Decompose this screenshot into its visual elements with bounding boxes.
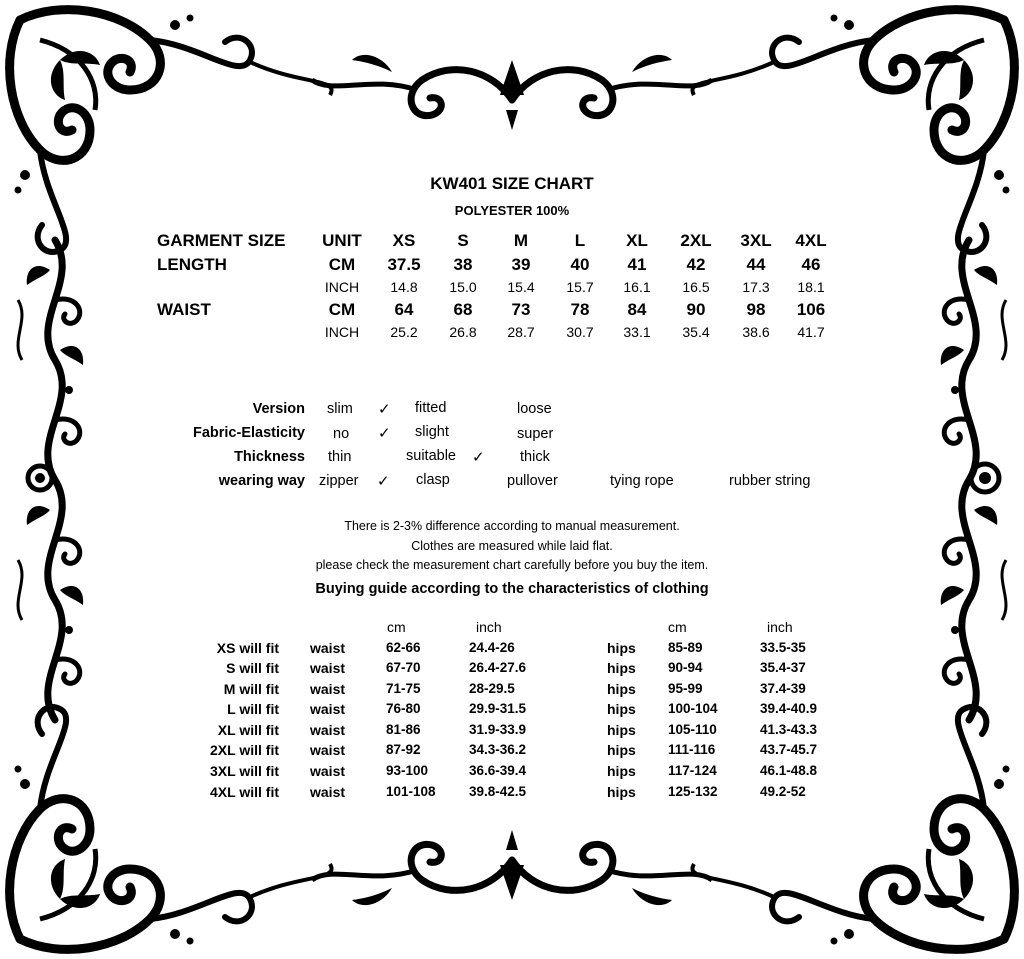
- length-cm: 46: [801, 255, 821, 274]
- guide-hips-inch: 43.7-45.7: [760, 742, 818, 757]
- length-cm: 38: [453, 255, 473, 274]
- guide-hips-inch: 39.4-40.9: [760, 701, 818, 716]
- guide-waist-cm: 93-100: [386, 763, 429, 778]
- length-inch: 18.1: [797, 279, 825, 295]
- length-cm: 42: [686, 255, 706, 274]
- guide-waist-cm: 76-80: [386, 701, 421, 716]
- note-check-chart: please check the measurement chart carefully before you buy the item.: [315, 558, 709, 572]
- guide-hips-cm: 111-116: [668, 742, 716, 757]
- row-label-waist: WAIST: [157, 300, 211, 319]
- unit-inch: INCH: [324, 324, 360, 340]
- length-inch: 16.1: [623, 279, 651, 295]
- guide-part: hips: [607, 681, 636, 697]
- waist-inch: 41.7: [797, 324, 825, 340]
- check-mark: ✓: [377, 473, 390, 490]
- chart-title: KW401 SIZE CHART: [430, 174, 594, 193]
- waist-inch: 25.2: [390, 324, 418, 340]
- guide-size: XS will fit: [216, 640, 279, 656]
- guide-waist-inch: 24.4-26: [469, 640, 515, 655]
- guide-hips-inch: 37.4-39: [760, 681, 806, 696]
- size-header: XS: [392, 231, 416, 250]
- attr-option: no: [333, 426, 350, 442]
- waist-cm: 78: [570, 300, 590, 319]
- attr-option: suitable: [406, 448, 456, 464]
- check-mark: ✓: [472, 449, 485, 466]
- waist-inch: 35.4: [682, 324, 710, 340]
- waist-inch: 33.1: [623, 324, 651, 340]
- unit-cm: CM: [328, 255, 356, 274]
- size-header: 3XL: [740, 231, 772, 250]
- size-header: S: [457, 231, 469, 250]
- guide-waist-inch: 29.9-31.5: [469, 701, 527, 716]
- guide-hips-cm: 117-124: [668, 763, 717, 778]
- size-header: L: [574, 231, 586, 250]
- attr-option: rubber string: [729, 473, 811, 489]
- waist-cm: 106: [796, 300, 826, 319]
- waist-cm: 98: [746, 300, 766, 319]
- check-mark: ✓: [378, 401, 391, 418]
- guide-hips-inch: 49.2-52: [760, 784, 806, 799]
- length-inch: 14.8: [390, 279, 418, 295]
- guide-hips-inch: 33.5-35: [760, 640, 806, 655]
- guide-hips-cm: 105-110: [668, 722, 717, 737]
- guide-part: waist: [310, 722, 346, 738]
- guide-part: hips: [607, 660, 636, 676]
- guide-part: hips: [607, 722, 636, 738]
- size-header: 4XL: [795, 231, 827, 250]
- waist-cm: 64: [394, 300, 414, 319]
- guide-waist-inch: 31.9-33.9: [469, 722, 527, 737]
- length-cm: 44: [746, 255, 766, 274]
- waist-inch: 38.6: [742, 324, 770, 340]
- waist-inch: 28.7: [507, 324, 535, 340]
- attr-option: pullover: [507, 473, 558, 489]
- length-cm: 37.5: [387, 255, 421, 274]
- buying-guide-title: Buying guide according to the characteristics of clothing: [315, 581, 709, 597]
- guide-size: L will fit: [227, 701, 279, 717]
- row-label-length: LENGTH: [157, 255, 227, 274]
- guide-waist-inch: 26.4-27.6: [469, 660, 527, 675]
- guide-hips-inch: 46.1-48.8: [760, 763, 818, 778]
- guide-waist-inch: 39.8-42.5: [469, 784, 527, 799]
- attr-option: clasp: [416, 472, 450, 488]
- guide-hips-cm: 90-94: [668, 660, 703, 675]
- length-cm: 41: [627, 255, 647, 274]
- attr-option: super: [517, 426, 554, 442]
- attr-option: fitted: [415, 400, 447, 416]
- guide-part: waist: [310, 660, 346, 676]
- waist-cm: 84: [627, 300, 647, 319]
- length-cm: 40: [570, 255, 590, 274]
- attr-label-elasticity: Fabric-Elasticity: [192, 425, 305, 441]
- guide-size: 4XL will fit: [210, 784, 279, 800]
- waist-cm: 90: [686, 300, 706, 319]
- col-header-cm: cm: [668, 619, 687, 635]
- length-cm: 39: [511, 255, 531, 274]
- attr-option: thin: [328, 449, 352, 465]
- guide-waist-cm: 71-75: [386, 681, 421, 696]
- guide-part: waist: [310, 742, 346, 758]
- size-header: M: [513, 231, 529, 250]
- length-inch: 16.5: [682, 279, 710, 295]
- guide-hips-cm: 85-89: [668, 640, 703, 655]
- waist-cm: 73: [511, 300, 531, 319]
- guide-part: waist: [310, 701, 346, 717]
- guide-part: waist: [310, 763, 346, 779]
- size-header: 2XL: [680, 231, 712, 250]
- material-label: POLYESTER 100%: [454, 203, 570, 218]
- guide-waist-inch: 36.6-39.4: [469, 763, 527, 778]
- unit-cm: CM: [328, 300, 356, 319]
- length-inch: 17.3: [742, 279, 770, 295]
- attr-option: loose: [517, 401, 552, 417]
- attr-option: zipper: [319, 473, 359, 489]
- attr-label-thickness: Thickness: [234, 449, 305, 465]
- guide-hips-cm: 95-99: [668, 681, 703, 696]
- note-laid-flat: Clothes are measured while laid flat.: [411, 539, 613, 553]
- guide-size: M will fit: [223, 681, 279, 697]
- garment-size-header: GARMENT SIZE: [157, 231, 286, 250]
- waist-cm: 68: [453, 300, 473, 319]
- guide-hips-cm: 125-132: [668, 784, 718, 799]
- guide-waist-cm: 67-70: [386, 660, 421, 675]
- guide-hips-inch: 41.3-43.3: [760, 722, 818, 737]
- guide-size: 3XL will fit: [210, 763, 279, 779]
- guide-part: waist: [310, 640, 346, 656]
- guide-part: hips: [607, 640, 636, 656]
- waist-inch: 26.8: [449, 324, 477, 340]
- length-inch: 15.7: [566, 279, 594, 295]
- guide-part: hips: [607, 701, 636, 717]
- guide-part: hips: [607, 742, 636, 758]
- waist-inch: 30.7: [566, 324, 594, 340]
- col-header-inch: inch: [476, 619, 502, 635]
- unit-inch: INCH: [324, 279, 360, 295]
- guide-size: XL will fit: [217, 722, 279, 738]
- guide-hips-cm: 100-104: [668, 701, 718, 716]
- guide-part: waist: [310, 681, 346, 697]
- guide-size: 2XL will fit: [210, 742, 279, 758]
- note-measurement-difference: There is 2-3% difference according to manual measurement.: [344, 519, 680, 533]
- size-header: XL: [626, 231, 648, 250]
- col-header-cm: cm: [387, 619, 406, 635]
- guide-part: hips: [607, 784, 636, 800]
- attr-option: tying rope: [610, 473, 674, 489]
- attr-option: slight: [415, 424, 449, 440]
- guide-waist-cm: 62-66: [386, 640, 421, 655]
- attr-option: thick: [520, 449, 550, 465]
- guide-waist-cm: 81-86: [386, 722, 421, 737]
- length-inch: 15.0: [449, 279, 477, 295]
- guide-waist-inch: 28-29.5: [469, 681, 515, 696]
- unit-header: UNIT: [322, 231, 362, 250]
- guide-hips-inch: 35.4-37: [760, 660, 806, 675]
- guide-waist-cm: 101-108: [386, 784, 436, 799]
- attr-label-version: Version: [252, 401, 305, 417]
- guide-waist-cm: 87-92: [386, 742, 421, 757]
- attr-option: slim: [327, 401, 353, 417]
- guide-part: hips: [607, 763, 636, 779]
- check-mark: ✓: [378, 425, 391, 442]
- guide-part: waist: [310, 784, 346, 800]
- attr-label-wearing-way: wearing way: [218, 473, 305, 489]
- length-inch: 15.4: [507, 279, 535, 295]
- col-header-inch: inch: [767, 619, 793, 635]
- guide-size: S will fit: [226, 660, 279, 676]
- guide-waist-inch: 34.3-36.2: [469, 742, 527, 757]
